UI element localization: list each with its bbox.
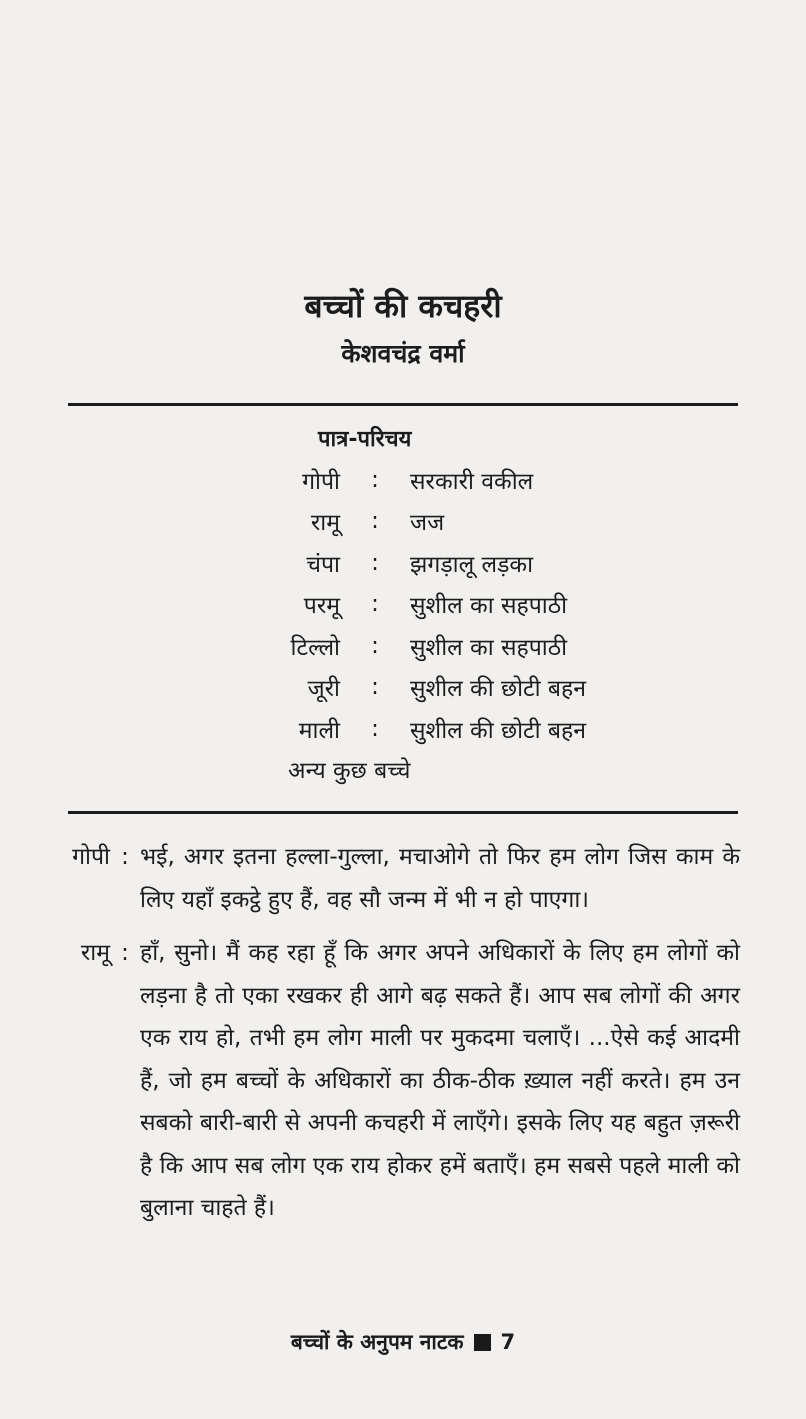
cast-separator: : xyxy=(371,549,379,576)
cast-row xyxy=(150,708,710,750)
cast-list xyxy=(150,459,710,750)
cast-role: सुशील का सहपाठी xyxy=(410,593,568,620)
dialogue xyxy=(40,836,740,1241)
cast-role: सुशील का सहपाठी xyxy=(410,634,568,661)
cast-separator: : xyxy=(371,591,379,618)
speech-text: हाँ, सुनो। मैं कह रहा हूँ कि अगर अपने अधिकारों के लिए हम लोगों को लड़ना है तो एका रखकर ही आगे बढ़ सकते हैं। आप सब लोगों की अगर एक राय हो, तभी हम लोग माली पर मुकदमा चलाएँ। ...ऐसे कई आदमी हैं, जो हम बच्चों के अधिकारों का ठीक-ठीक ख़्याल नहीं करते। हम उन सबको बारी-बारी से अपनी कचहरी में लाएँगे। इसके लिए यह बहुत ज़रूरी है कि आप सब लोग एक राय होकर हमें बताएँ। हम सबसे पहले माली को बुलाना चाहते हैं। xyxy=(140,940,740,1221)
cast-role: जज xyxy=(410,510,445,537)
cast-row xyxy=(150,667,710,709)
speech-block xyxy=(40,932,740,1230)
cast-separator: : xyxy=(371,674,379,701)
cast-others: अन्य कुछ बच्चे xyxy=(288,758,411,784)
speech-separator: : xyxy=(121,940,129,966)
speech-text: भई, अगर इतना हल्ला-गुल्ला, मचाओगे तो फिर हम लोग जिस काम के लिए यहाँ इकट्ठे हुए हैं, वह सौ जन्म में भी न हो पाएगा। xyxy=(140,844,740,913)
cast-name: माली xyxy=(298,717,340,744)
square-bullet-icon xyxy=(474,1334,491,1351)
cast-row xyxy=(150,542,710,584)
speaker-name: रामू xyxy=(80,940,110,966)
cast-name: गोपी xyxy=(302,468,340,495)
page-number: 7 xyxy=(500,1330,516,1354)
bottom-divider xyxy=(68,811,738,814)
cast-role: सुशील की छोटी बहन xyxy=(410,717,587,744)
cast-row xyxy=(150,459,710,501)
cast-separator: : xyxy=(371,632,379,659)
speaker-name: गोपी xyxy=(72,844,110,870)
cast-name: जूरी xyxy=(307,676,340,703)
footer-book-title: बच्चों के अनुपम नाटक xyxy=(290,1330,464,1354)
cast-role: झगड़ालू लड़का xyxy=(410,551,534,578)
play-title: बच्चों की कचहरी xyxy=(304,287,502,325)
cast-role: सुशील की छोटी बहन xyxy=(410,676,587,703)
top-divider xyxy=(68,403,738,406)
speech-block xyxy=(40,836,740,921)
cast-name: परमू xyxy=(303,593,340,620)
author-name: केशवचंद्र वर्मा xyxy=(341,339,465,368)
cast-row xyxy=(150,501,710,543)
cast-role: सरकारी वकील xyxy=(410,468,534,495)
cast-row xyxy=(150,625,710,667)
cast-separator: : xyxy=(371,715,379,742)
cast-heading: पात्र-परिचय xyxy=(318,427,412,452)
cast-name: चंपा xyxy=(306,551,340,578)
cast-row xyxy=(150,584,710,626)
cast-name: रामू xyxy=(310,510,340,537)
cast-name: टिल्लो xyxy=(290,634,340,661)
cast-separator: : xyxy=(371,508,379,535)
page-footer xyxy=(0,1326,806,1358)
speech-separator: : xyxy=(121,844,129,870)
cast-separator: : xyxy=(371,466,379,493)
